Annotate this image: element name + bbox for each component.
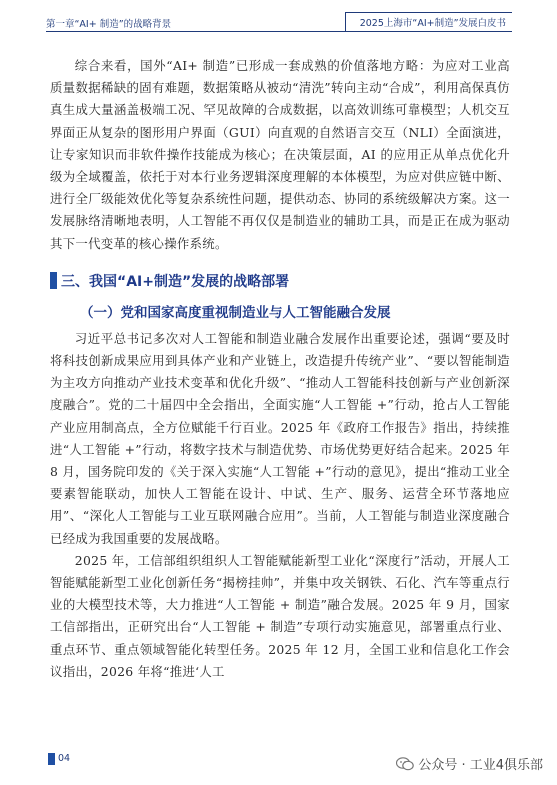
section-heading-text: 三、我国“AI+制造”发展的战略部署 bbox=[61, 273, 290, 290]
footer-marker bbox=[48, 753, 55, 765]
page-header bbox=[46, 0, 512, 38]
section-heading bbox=[50, 268, 510, 294]
section-marker bbox=[50, 272, 57, 289]
report-title: 2025上海市“AI+制造”发展白皮书 bbox=[345, 12, 512, 32]
page-body bbox=[50, 55, 510, 683]
wechat-watermark bbox=[396, 754, 543, 773]
subsection-heading-text: （一）党和国家高度重视制造业与人工智能融合发展 bbox=[80, 304, 391, 321]
header-divider bbox=[46, 31, 512, 32]
chapter-title: 第一章“AI+ 制造”的战略背景 bbox=[46, 19, 172, 30]
wechat-icon bbox=[396, 757, 414, 771]
watermark-text: 公众号 · 工业4俱乐部 bbox=[418, 758, 543, 773]
paragraph-policy: 习近平总书记多次对人工智能和制造业融合发展作出重要论述，强调“要及时将科技创新成果应用到具体产业和产业链上，改造提升传统产业”、“要以智能制造为主攻方向推动产业技术变革和优化升级”、“推动人工智能科技创新与产业创新深度融合”。党的二十届四中全会指出，全面实施“人工智能 +”行动，抢占人工智能产业应用制高点，全方位赋能千行百业。2025 年《政府工作报告》指出，持续推进“人工智能 +”行动，将数字技术与制造优势、市场优势更好结合起来。2025 年 8 月，国务院印发的《关于深入实施“人工智能 +”行动的意见》，提出“推动工业全要素智能联动，加快人工智能在设计、中试、生产、服务、运营全环节落地应用”、“深化人工智能与工业互联网融合应用”。当前，人工智能与制造业深度融合已经成为我国重要的发展战略。 bbox=[50, 330, 510, 546]
paragraph-summary: 综合来看，国外“AI+ 制造”已形成一套成熟的价值落地方略：为应对工业高质量数据稀缺的固有难题，数据策略从被动“清洗”转向主动“合成”，利用高保真仿真生成大量涵盖极端工况、罕见故障的合成数据，以高效训练可靠模型；人机交互界面正从复杂的图形用户界面（GUI）向直观的自然语言交互（NLI）全面演进，让专家知识而非软件操作技能成为核心；在决策层面，AI 的应用正从单点优化升级为全域覆盖，依托于对本行业务逻辑深度理解的本体模型，为应对供应链中断、进行全厂级能效优化等复杂系统性问题，提供动态、协同的系统级解决方案。这一发展脉络清晰地表明，人工智能不再仅仅是制造业的辅助工具，而是正在成为驱动其下一代变革的核心操作系统。 bbox=[50, 58, 510, 251]
paragraph-miit: 2025 年，工信部组织组织人工智能赋能新型工业化“深度行”活动，开展人工智能赋能新型工业化创新任务“揭榜挂帅”，并集中攻关钢铁、石化、汽车等重点行业的大模型技术等，大力推进“人工智能 + 制造”融合发展。2025 年 9 月，国家工信部指出，正研究出台“人工智能 + 制造”专项行动实施意见，部署重点行业、重点环节、重点领域智能化转型任务。2025 年 12 月，全国工业和信息化工作会议指出，2026 年将“推进‘人工 bbox=[50, 552, 510, 679]
subsection-heading bbox=[50, 298, 510, 324]
page-number: 04 bbox=[58, 753, 71, 764]
